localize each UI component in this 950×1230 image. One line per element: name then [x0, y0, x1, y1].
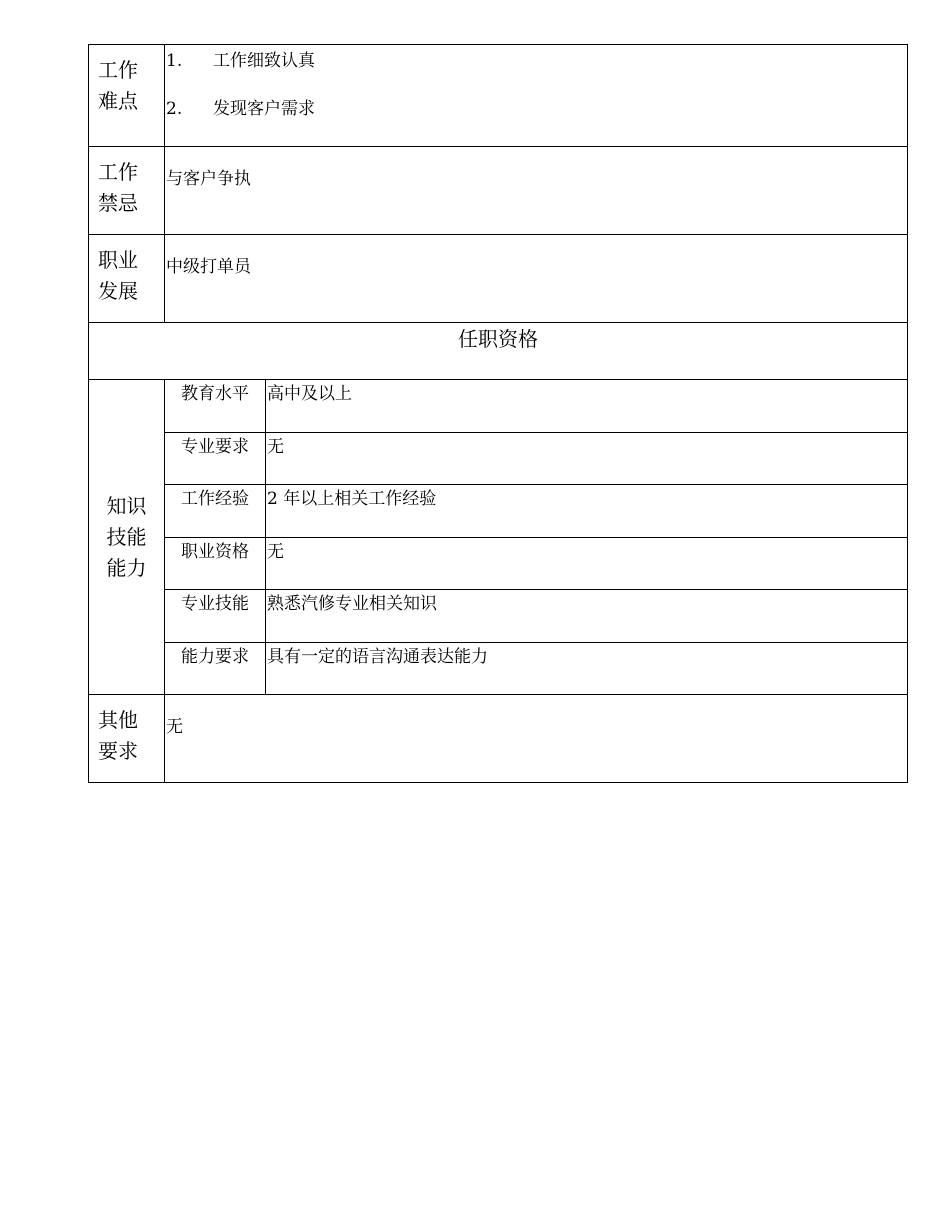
- career-value: 中级打单员: [165, 235, 908, 323]
- difficulty-label: 工作 难点: [89, 45, 165, 147]
- list-item: 2. 发现客户需求: [166, 99, 315, 119]
- other-label: 其他 要求: [89, 695, 165, 783]
- table-row: [89, 485, 908, 538]
- ability-group-label: 知识 技能 能力: [89, 380, 165, 695]
- section-title: 任职资格: [89, 323, 908, 380]
- table-row: [89, 433, 908, 485]
- career-label: 职业 发展: [89, 235, 165, 323]
- taboo-row: [89, 147, 908, 235]
- table-row: [89, 538, 908, 590]
- ability-label: 能力要求: [165, 643, 266, 695]
- job-description-table: [88, 44, 908, 783]
- major-label: 专业要求: [165, 433, 266, 485]
- qualifications-title-row: [89, 323, 908, 380]
- table-row: [89, 380, 908, 433]
- table-row: [89, 590, 908, 643]
- major-value: 无: [266, 433, 908, 485]
- list-item: 1. 工作细致认真: [166, 51, 315, 71]
- taboo-label: 工作 禁忌: [89, 147, 165, 235]
- difficulty-row: [89, 45, 908, 147]
- job-description-sheet: [88, 44, 907, 783]
- education-value: 高中及以上: [266, 380, 908, 433]
- education-label: 教育水平: [165, 380, 266, 433]
- other-row: [89, 695, 908, 783]
- difficulty-value: [165, 45, 908, 147]
- experience-label: 工作经验: [165, 485, 266, 538]
- taboo-value: 与客户争执: [165, 147, 908, 235]
- certification-value: 无: [266, 538, 908, 590]
- ability-value: 具有一定的语言沟通表达能力: [266, 643, 908, 695]
- skill-label: 专业技能: [165, 590, 266, 643]
- skill-value: 熟悉汽修专业相关知识: [266, 590, 908, 643]
- certification-label: 职业资格: [165, 538, 266, 590]
- experience-value: 2 年以上相关工作经验: [266, 485, 908, 538]
- table-row: [89, 643, 908, 695]
- career-row: [89, 235, 908, 323]
- other-value: 无: [165, 695, 908, 783]
